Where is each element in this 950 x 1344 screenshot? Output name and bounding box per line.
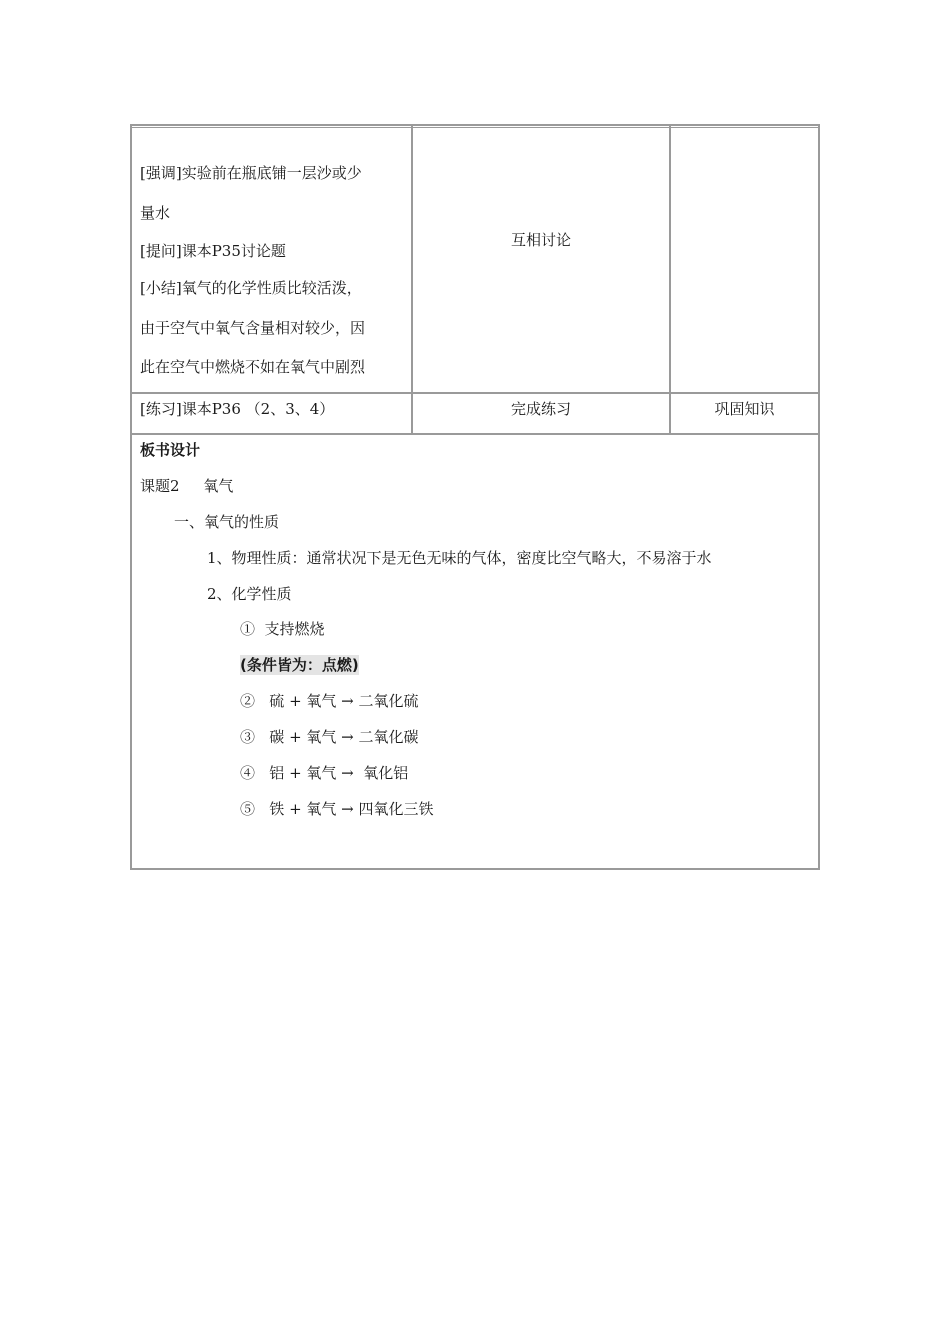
teacher-line-1: [强调]实验前在瓶底铺一层沙或少 — [140, 164, 362, 182]
board-item-physical: 1、物理性质：通常状况下是无色无味的气体，密度比空气略大，不易溶于水 — [207, 549, 712, 567]
reaction-sulfur: ② 硫 + 氧气 → 二氧化硫 — [240, 692, 419, 710]
student-activity-2: 完成练习 — [510, 400, 571, 418]
teacher-line-5: 由于空气中氧气含量相对较少，因 — [140, 319, 366, 337]
board-support-combustion: ① 支持燃烧 — [240, 620, 325, 638]
student-activity-1: 互相讨论 — [510, 231, 571, 249]
board-topic: 课题2 氧气 — [140, 477, 234, 495]
column-divider-2 — [669, 126, 671, 435]
table-top-inner-border — [132, 127, 818, 128]
teacher-line-6: 此在空气中燃烧不如在氧气中剧烈 — [140, 358, 366, 376]
row-divider-1 — [132, 392, 818, 394]
teacher-activity-2: [练习]课本P36 （2、3、4） — [140, 400, 335, 418]
board-heading: 板书设计 — [140, 441, 201, 459]
board-item-chemical: 2、化学性质 — [207, 585, 292, 603]
reaction-iron: ⑤ 铁 + 氧气 → 四氧化三铁 — [240, 800, 434, 818]
reaction-aluminum: ④ 铝 + 氧气 → 氧化铝 — [240, 764, 409, 782]
reaction-carbon: ③ 碳 + 氧气 → 二氧化碳 — [240, 728, 419, 746]
teacher-line-4: [小结]氧气的化学性质比较活泼， — [140, 279, 362, 297]
row-divider-2 — [132, 433, 818, 435]
board-section: 一、氧气的性质 — [174, 513, 280, 531]
design-purpose-2: 巩固知识 — [714, 400, 775, 418]
board-condition: (条件皆为：点燃) — [240, 656, 359, 674]
teacher-line-3: [提问]课本P35讨论题 — [140, 242, 286, 260]
teacher-line-2: 量水 — [140, 204, 171, 222]
column-divider-1 — [411, 126, 413, 435]
